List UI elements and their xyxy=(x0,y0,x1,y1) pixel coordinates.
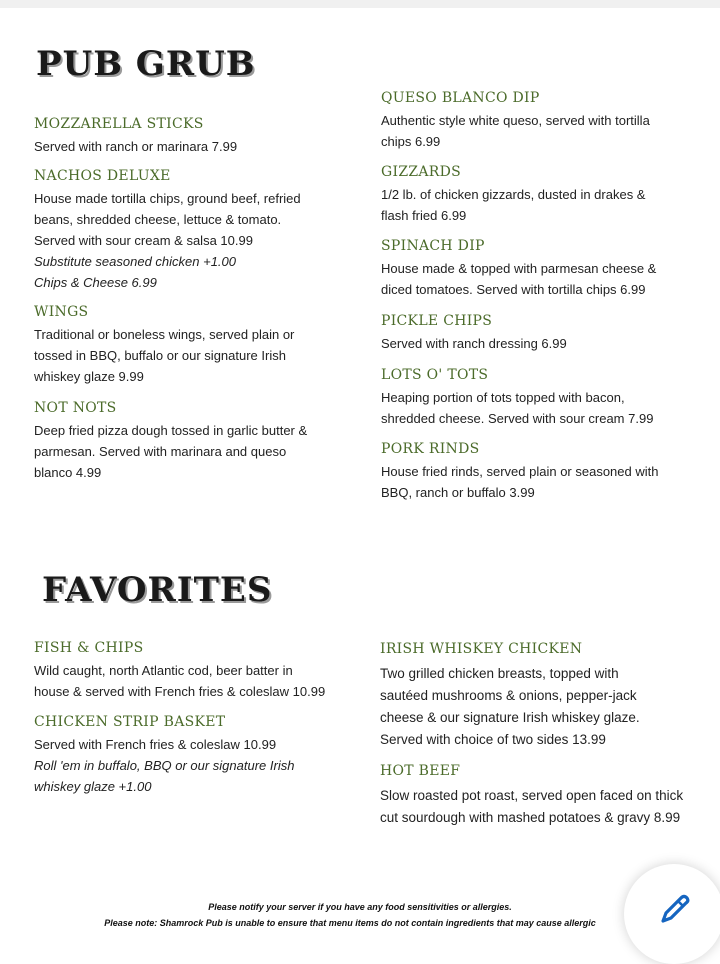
item-name: NACHOS DELUXE xyxy=(34,168,171,184)
item-desc-line: 1/2 lb. of chicken gizzards, dusted in drakes & xyxy=(381,187,646,202)
item-note-line: Chips & Cheese 6.99 xyxy=(34,275,157,290)
item-desc-line: shredded cheese. Served with sour cream 7.99 xyxy=(381,411,654,426)
menu-item-pickle-chips xyxy=(381,313,567,354)
item-name: PORK RINDS xyxy=(381,441,480,457)
allergy-notice-1: Please notify your server if you have any food sensitivities or allergies. xyxy=(208,902,512,912)
menu-item-gizzards xyxy=(381,164,645,226)
item-name: CHICKEN STRIP BASKET xyxy=(34,714,226,730)
item-desc-line: BBQ, ranch or buffalo 3.99 xyxy=(381,485,535,500)
item-desc-line: flash fried 6.99 xyxy=(381,208,467,223)
item-desc-line: sautéed mushrooms & onions, pepper-jack xyxy=(380,688,637,703)
item-desc-line: diced tomatoes. Served with tortilla chips 6.99 xyxy=(381,282,646,297)
menu-item-lots-o-tots xyxy=(381,367,653,429)
page-top-strip xyxy=(0,0,720,8)
item-desc-line: Deep fried pizza dough tossed in garlic butter & xyxy=(34,423,308,438)
item-desc-line: Heaping portion of tots topped with bacon, xyxy=(381,390,625,405)
menu-item-mozzarella-sticks xyxy=(34,116,237,157)
item-name: GIZZARDS xyxy=(381,164,462,180)
allergy-notice-2: Please note: Shamrock Pub is unable to ensure that menu items do not contain ingredients that may cause allergic xyxy=(104,918,596,928)
item-desc-line: Wild caught, north Atlantic cod, beer batter in xyxy=(34,663,293,678)
item-desc-line: blanco 4.99 xyxy=(34,465,102,480)
item-desc-line: Slow roasted pot roast, served open faced on thick xyxy=(380,788,684,803)
item-desc-line: Authentic style white queso, served with tortilla xyxy=(381,113,650,128)
item-name: IRISH WHISKEY CHICKEN xyxy=(380,641,583,657)
item-desc-line: Served with French fries & coleslaw 10.99 xyxy=(34,737,277,752)
item-desc-line: House made tortilla chips, ground beef, refried xyxy=(34,191,301,206)
item-desc-line: Served with ranch or marinara 7.99 xyxy=(34,139,238,154)
item-desc-line: House fried rinds, served plain or seasoned with xyxy=(381,464,659,479)
pencil-icon xyxy=(658,892,692,926)
item-desc-line: chips 6.99 xyxy=(381,134,441,149)
item-desc-line: Traditional or boneless wings, served plain or xyxy=(34,327,295,342)
item-name: HOT BEEF xyxy=(380,763,461,779)
section-title-pub-grub: PUB GRUB xyxy=(36,44,256,84)
item-desc-line: house & served with French fries & coleslaw 10.99 xyxy=(34,684,326,699)
item-desc-line: cut sourdough with mashed potatoes & gravy 8.99 xyxy=(380,810,681,825)
item-name: LOTS O' TOTS xyxy=(381,367,489,383)
item-note-line: Roll 'em in buffalo, BBQ or our signature Irish xyxy=(34,758,295,773)
menu-item-chicken-strip-basket xyxy=(34,714,294,797)
item-desc-line: Served with choice of two sides 13.99 xyxy=(380,732,606,747)
item-name: WINGS xyxy=(34,304,89,320)
item-name: FISH & CHIPS xyxy=(34,640,144,656)
item-name: MOZZARELLA STICKS xyxy=(34,116,204,132)
item-desc-line: parmesan. Served with marinara and queso xyxy=(34,444,287,459)
menu-item-wings xyxy=(34,304,294,387)
item-name: NOT NOTS xyxy=(34,400,117,416)
edit-button[interactable] xyxy=(624,864,720,964)
item-desc-line: tossed in BBQ, buffalo or our signature Irish xyxy=(34,348,286,363)
item-desc-line: whiskey glaze 9.99 xyxy=(34,369,144,384)
item-note-line: whiskey glaze +1.00 xyxy=(34,779,152,794)
item-desc-line: beans, shredded cheese, lettuce & tomato. xyxy=(34,212,282,227)
menu-item-hot-beef xyxy=(380,763,683,829)
item-desc-line: House made & topped with parmesan cheese & xyxy=(381,261,657,276)
item-name: SPINACH DIP xyxy=(381,238,485,254)
item-desc-line: Two grilled chicken breasts, topped with xyxy=(380,666,619,681)
item-desc-line: cheese & our signature Irish whiskey glaze. xyxy=(380,710,640,725)
menu-item-not-nots xyxy=(34,400,307,483)
section-title-favorites: FAVORITES xyxy=(42,570,273,610)
menu-item-irish-whiskey-chicken xyxy=(380,641,640,751)
item-note-line: Substitute seasoned chicken +1.00 xyxy=(34,254,237,269)
item-desc-line: Served with ranch dressing 6.99 xyxy=(381,336,567,351)
menu-item-fish-and-chips xyxy=(34,640,325,702)
item-desc-line: Served with sour cream & salsa 10.99 xyxy=(34,233,253,248)
menu-item-pork-rinds xyxy=(381,441,658,503)
menu-item-spinach-dip xyxy=(381,238,656,300)
item-name: PICKLE CHIPS xyxy=(381,313,493,329)
item-name: QUESO BLANCO DIP xyxy=(381,90,540,106)
menu-item-queso-blanco-dip xyxy=(381,90,650,152)
menu-item-nachos-deluxe xyxy=(34,168,301,293)
